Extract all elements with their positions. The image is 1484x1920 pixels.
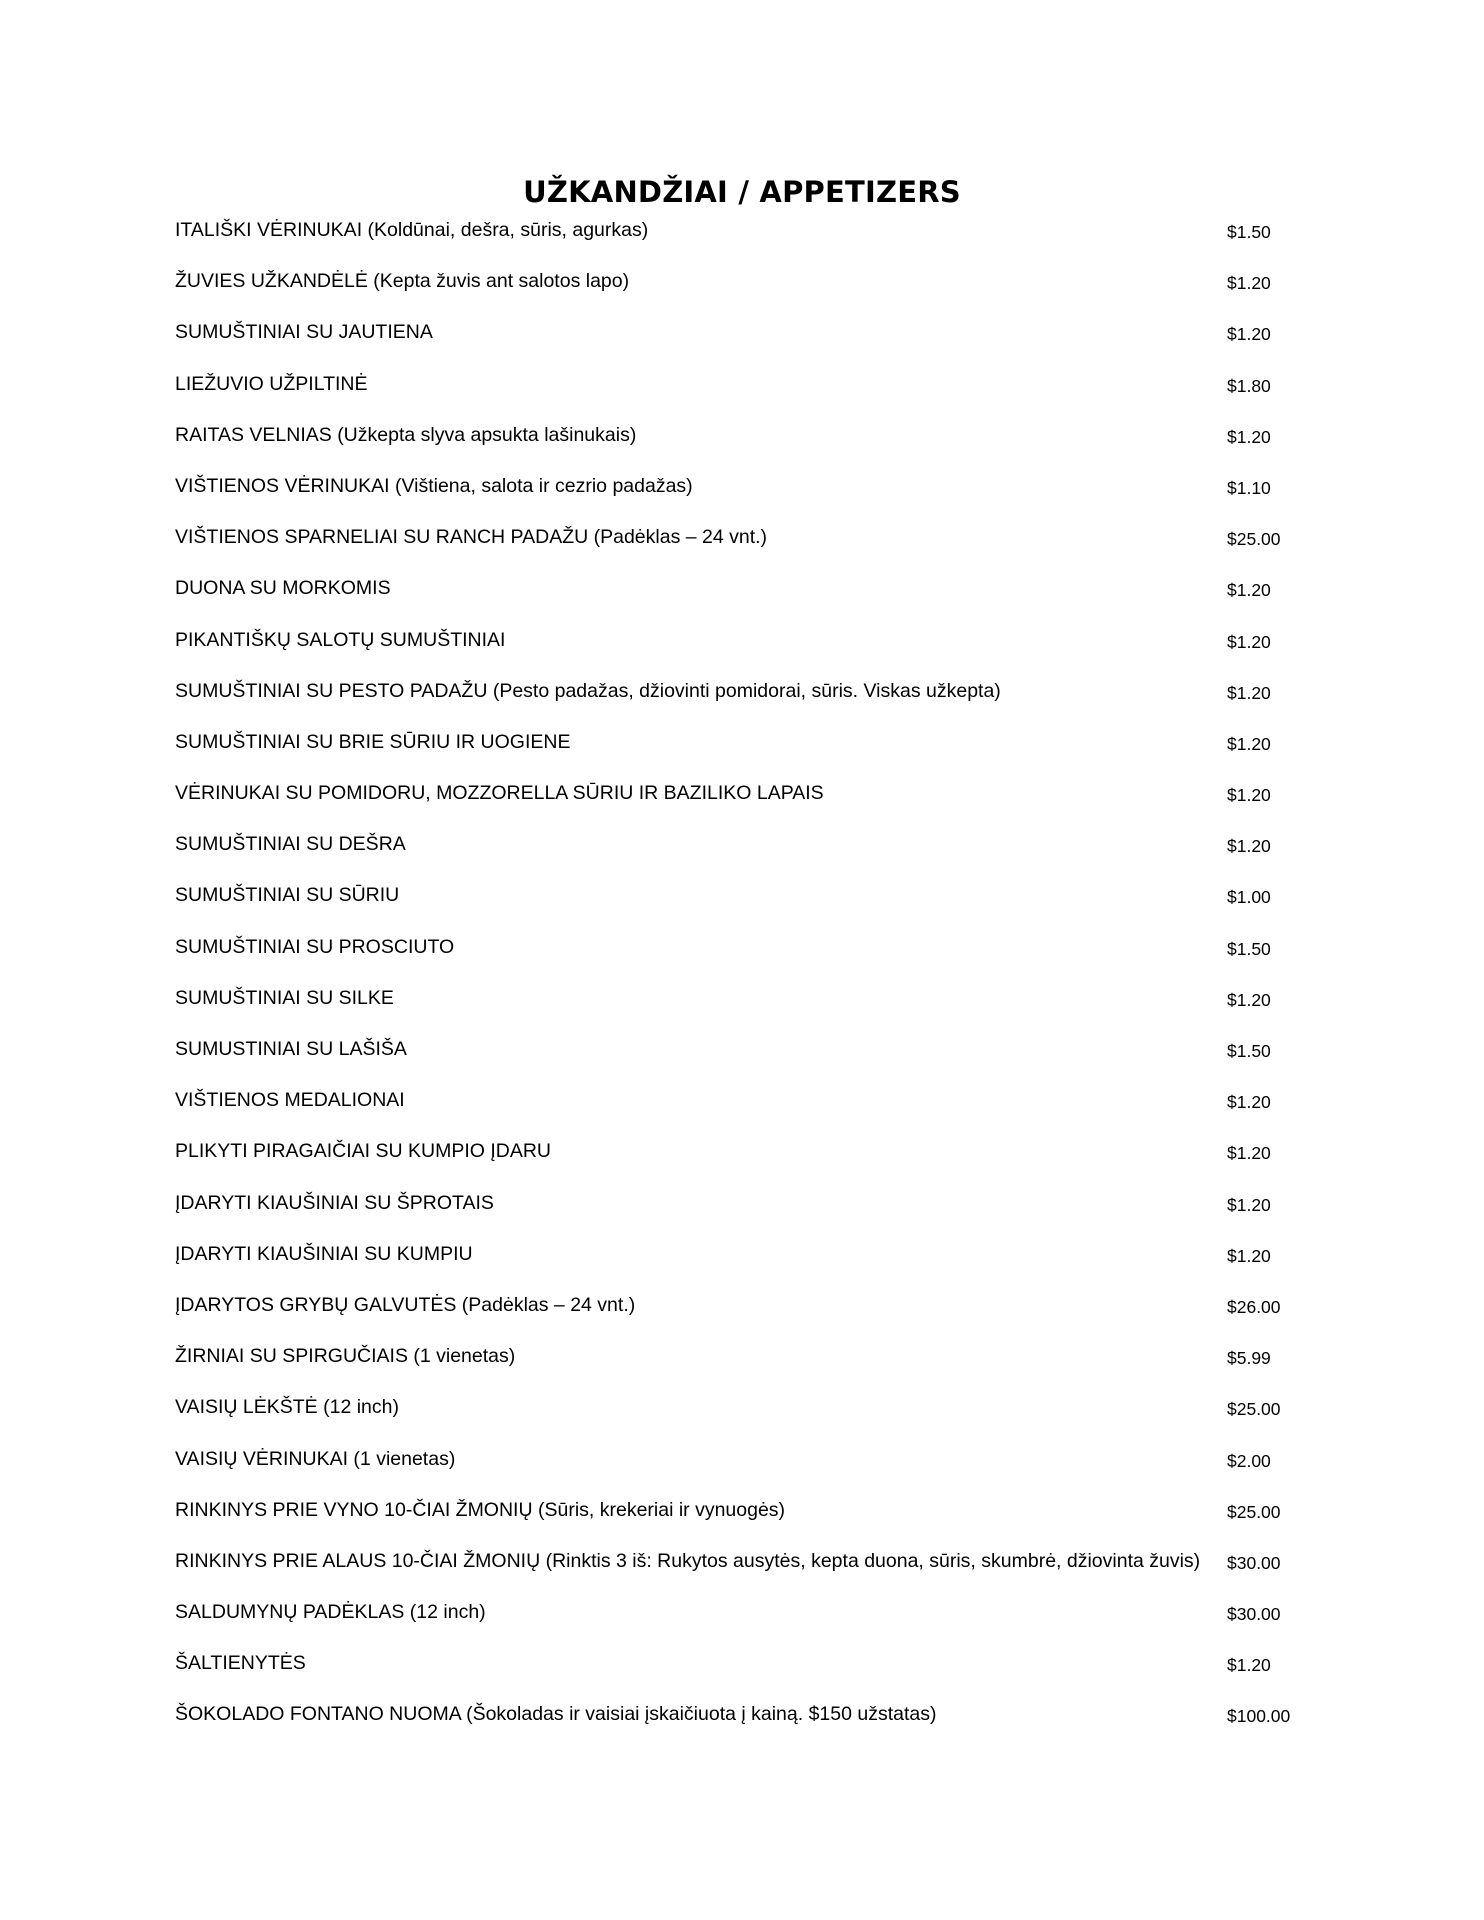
menu-item <box>0 1645 1484 1696</box>
item-name: SUMUŠTINIAI SU BRIE SŪRIU IR UOGIENE <box>175 730 571 753</box>
item-name: ĮDARYTOS GRYBŲ GALVUTĖS (Padėklas – 24 vnt.) <box>175 1293 636 1316</box>
menu-item <box>0 519 1484 570</box>
item-name: PLIKYTI PIRAGAIČIAI SU KUMPIO ĮDARU <box>175 1140 551 1163</box>
item-price: $1.20 <box>1227 733 1271 754</box>
appetizer-list <box>0 212 1484 1748</box>
item-price: $1.20 <box>1227 836 1271 857</box>
menu-item <box>0 980 1484 1031</box>
menu-item <box>0 314 1484 365</box>
item-price: $1.50 <box>1227 1041 1271 1061</box>
menu-item <box>0 1594 1484 1645</box>
item-name: SUMUSTINIAI SU LAŠIŠA <box>175 1038 407 1060</box>
item-name: DUONA SU MORKOMIS <box>175 577 391 600</box>
item-price: $1.20 <box>1227 324 1271 345</box>
menu-item <box>0 673 1484 724</box>
item-name: VĖRINUKAI SU POMIDORU, MOZZORELLA SŪRIU IR BAZILIKO LAPAIS <box>175 782 824 805</box>
menu-item <box>0 212 1484 263</box>
item-name: ĮDARYTI KIAUŠINIAI SU KUMPIU <box>175 1242 473 1265</box>
item-price: $1.20 <box>1227 785 1271 806</box>
item-name: ITALIŠKI VĖRINUKAI (Koldūnai, dešra, sūris, agurkas) <box>175 219 649 241</box>
menu-item <box>0 366 1484 417</box>
item-name: VIŠTIENOS SPARNELIAI SU RANCH PADAŽU (Padėklas – 24 vnt.) <box>175 526 768 549</box>
item-price: $1.00 <box>1227 887 1271 908</box>
item-price: $1.80 <box>1227 375 1271 396</box>
menu-item <box>0 417 1484 468</box>
menu-item <box>0 724 1484 775</box>
item-name: RAITAS VELNIAS (Užkepta slyva apsukta lašinukais) <box>175 423 637 446</box>
menu-item <box>0 1389 1484 1440</box>
item-price: $25.00 <box>1227 1399 1281 1420</box>
menu-item <box>0 1185 1484 1236</box>
menu-item <box>0 929 1484 980</box>
item-name: PIKANTIŠKŲ SALOTŲ SUMUŠTINIAI <box>175 628 506 651</box>
item-price: $26.00 <box>1227 1296 1281 1317</box>
item-price: $1.20 <box>1227 426 1271 447</box>
item-price: $2.00 <box>1227 1450 1271 1471</box>
item-price: $1.20 <box>1227 1194 1271 1215</box>
menu-item <box>0 1441 1484 1492</box>
menu-item <box>0 1133 1484 1184</box>
menu-item <box>0 1236 1484 1287</box>
menu-item <box>0 1031 1484 1082</box>
item-price: $1.20 <box>1227 682 1271 703</box>
item-price: $1.20 <box>1227 273 1271 294</box>
item-price: $1.10 <box>1227 477 1271 498</box>
menu-item <box>0 1287 1484 1338</box>
menu-item <box>0 1338 1484 1389</box>
item-name: SUMUŠTINIAI SU JAUTIENA <box>175 321 433 344</box>
menu-item <box>0 826 1484 877</box>
item-name: VIŠTIENOS MEDALIONAI <box>175 1089 405 1112</box>
menu-item <box>0 468 1484 519</box>
item-name: ŽUVIES UŽKANDĖLĖ (Kepta žuvis ant salotos lapo) <box>175 270 630 293</box>
menu-item <box>0 622 1484 673</box>
item-name: SUMUŠTINIAI SU DEŠRA <box>175 833 406 856</box>
item-price: $25.00 <box>1227 1501 1281 1522</box>
item-name: SUMUŠTINIAI SU PESTO PADAŽU (Pesto padažas, džiovinti pomidorai, sūris. Viskas užkepta) <box>175 679 1001 702</box>
item-name: RINKINYS PRIE ALAUS 10-ČIAI ŽMONIŲ (Rinktis 3 iš: Rukytos ausytės, kepta duona, sūris, skumbrė, džiovinta žuvis) <box>175 1549 1201 1572</box>
menu-item <box>0 1082 1484 1133</box>
item-name: LIEŽUVIO UŽPILTINĖ <box>175 372 368 395</box>
item-name: ŽIRNIAI SU SPIRGUČIAIS (1 vienetas) <box>175 1345 516 1368</box>
item-price: $1.20 <box>1227 1655 1271 1676</box>
menu-item <box>0 877 1484 928</box>
menu-item <box>0 1696 1484 1747</box>
item-name: RINKINYS PRIE VYNO 10-ČIAI ŽMONIŲ (Sūris, krekeriai ir vynuogės) <box>175 1498 786 1521</box>
item-name: SUMUŠTINIAI SU PROSCIUTO <box>175 935 455 958</box>
menu-item <box>0 263 1484 314</box>
item-name: ŠALTIENYTĖS <box>175 1652 306 1675</box>
item-name: ŠOKOLADO FONTANO NUOMA (Šokoladas ir vaisiai įskaičiuota į kainą. $150 užstatas) <box>175 1703 937 1726</box>
item-price: $1.20 <box>1227 1092 1271 1113</box>
item-price: $1.20 <box>1227 631 1271 652</box>
item-name: VAISIŲ VĖRINUKAI (1 vienetas) <box>175 1447 456 1470</box>
item-name: SUMUŠTINIAI SU SILKE <box>175 986 394 1009</box>
item-name: ĮDARYTI KIAUŠINIAI SU ŠPROTAIS <box>175 1191 494 1214</box>
item-price: $25.00 <box>1227 529 1281 550</box>
item-name: SALDUMYNŲ PADĖKLAS (12 inch) <box>175 1601 486 1624</box>
item-price: $30.00 <box>1227 1604 1281 1625</box>
item-price: $5.99 <box>1227 1348 1271 1369</box>
menu-item <box>0 775 1484 826</box>
item-price: $1.20 <box>1227 1245 1271 1266</box>
item-name: VAISIŲ LĖKŠTĖ (12 inch) <box>175 1396 399 1419</box>
item-price: $1.50 <box>1227 938 1271 959</box>
item-price: $1.20 <box>1227 1143 1271 1164</box>
item-price: $30.00 <box>1227 1552 1281 1573</box>
item-name: VIŠTIENOS VĖRINUKAI (Vištiena, salota ir cezrio padažas) <box>175 474 693 497</box>
menu-item <box>0 1492 1484 1543</box>
item-price: $1.20 <box>1227 989 1271 1010</box>
item-name: SUMUŠTINIAI SU SŪRIU <box>175 884 400 907</box>
item-price: $1.20 <box>1227 580 1271 601</box>
menu-item <box>0 570 1484 621</box>
menu-item <box>0 1543 1484 1594</box>
page-title: UŽKANDŽIAI / APPETIZERS <box>523 175 961 209</box>
item-price: $1.50 <box>1227 222 1271 242</box>
item-price: $100.00 <box>1227 1706 1291 1727</box>
